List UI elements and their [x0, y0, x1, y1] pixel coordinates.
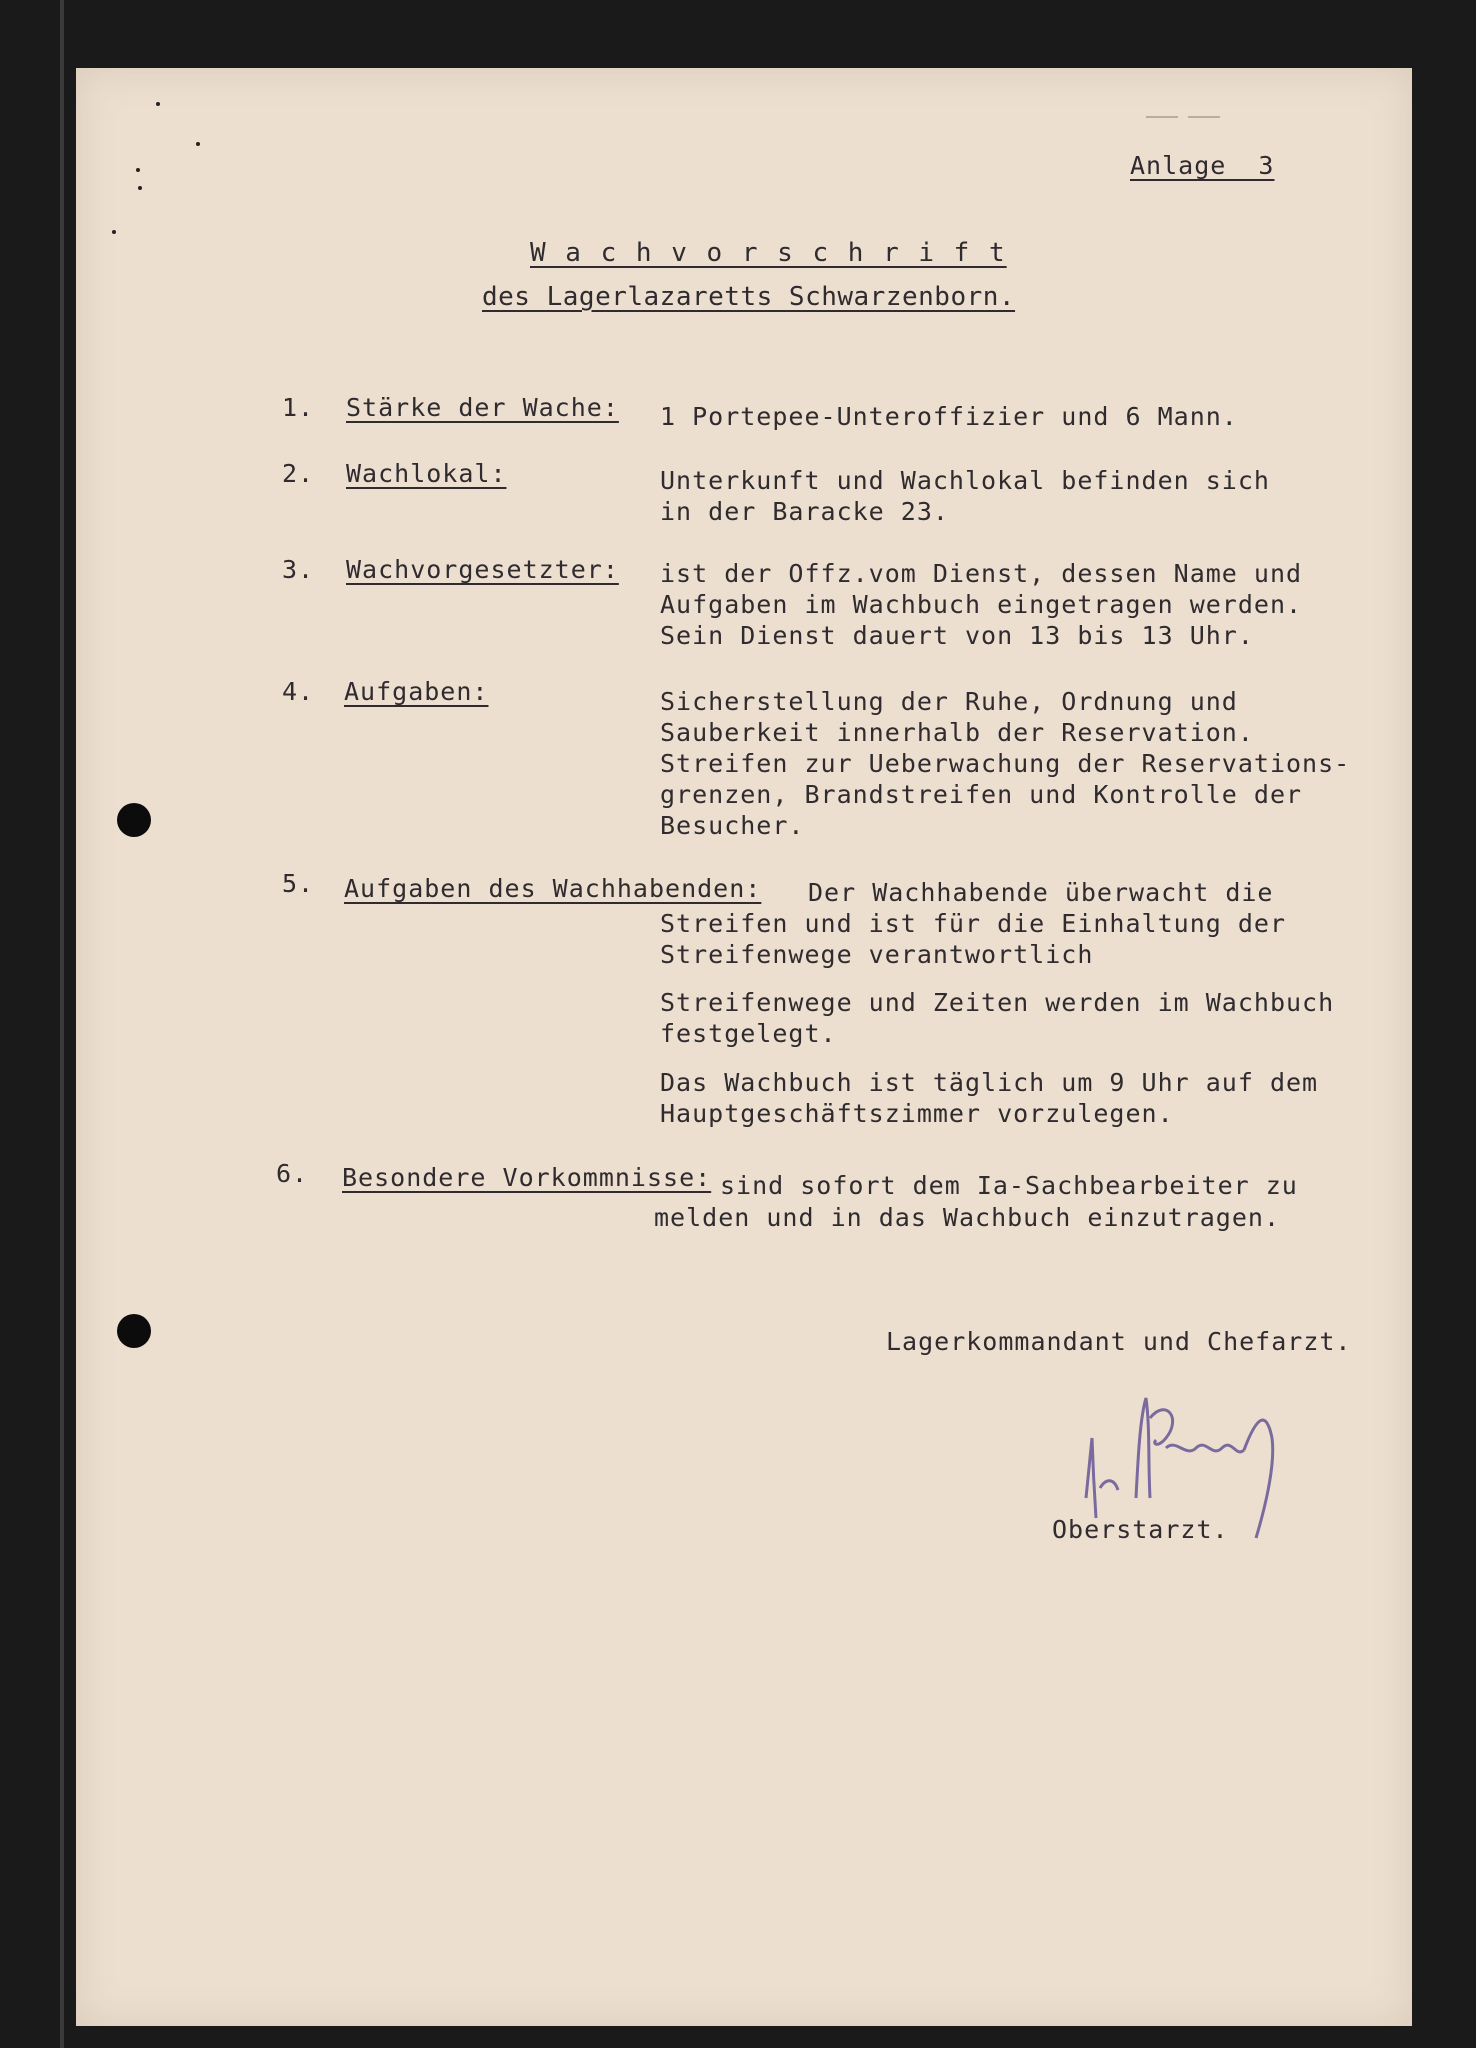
- document-page: [76, 68, 1412, 2026]
- item-2-line-1: Unterkunft und Wachlokal befinden sich: [660, 466, 1270, 495]
- item-4-line-4: grenzen, Brandstreifen und Kontrolle der: [660, 780, 1303, 809]
- item-2-number: 2.: [282, 459, 315, 488]
- item-4-line-5: Besucher.: [660, 811, 805, 840]
- item-5-line-1: Streifen und ist für die Einhaltung der: [660, 909, 1286, 938]
- item-5-para3-line-1: Das Wachbuch ist täglich um 9 Uhr auf dem: [660, 1068, 1319, 1097]
- scanner-frame-edge: [60, 0, 64, 2048]
- faint-mark: [1188, 116, 1220, 118]
- item-6-label: Besondere Vorkommnisse:: [342, 1163, 712, 1192]
- item-5-para2-line-2: festgelegt.: [660, 1019, 837, 1048]
- document-title: W a c h v o r s c h r i f t: [530, 238, 1007, 268]
- item-1-label: Stärke der Wache:: [346, 393, 619, 422]
- item-6-inline-text: sind sofort dem Ia-Sachbearbeiter zu: [720, 1171, 1298, 1200]
- item-5-number: 5.: [282, 869, 315, 898]
- item-4-line-3: Streifen zur Ueberwachung der Reservations-: [660, 749, 1351, 778]
- item-3-number: 3.: [282, 555, 315, 584]
- closing-title: Lagerkommandant und Chefarzt.: [886, 1327, 1352, 1356]
- item-1-number: 1.: [282, 393, 315, 422]
- item-3-line-1: ist der Offz.vom Dienst, dessen Name und: [660, 559, 1303, 588]
- item-6-line-1: melden und in das Wachbuch einzutragen.: [654, 1203, 1280, 1232]
- item-5-inline-text: Der Wachhabende überwacht die: [808, 878, 1274, 907]
- item-2-label: Wachlokal:: [346, 459, 507, 488]
- paper-speck: [138, 186, 142, 190]
- item-5-para2-line-1: Streifenwege und Zeiten werden im Wachbuch: [660, 988, 1335, 1017]
- item-4-number: 4.: [282, 677, 315, 706]
- paper-speck: [196, 142, 200, 146]
- item-5-label: Aufgaben des Wachhabenden:: [344, 874, 762, 903]
- item-4-label: Aufgaben:: [344, 677, 489, 706]
- item-3-line-2: Aufgaben im Wachbuch eingetragen werden.: [660, 590, 1303, 619]
- paper-speck: [156, 102, 160, 106]
- item-4-line-2: Sauberkeit innerhalb der Reservation.: [660, 718, 1254, 747]
- item-3-line-3: Sein Dienst dauert von 13 bis 13 Uhr.: [660, 621, 1254, 650]
- item-5-line-2: Streifenwege verantwortlich: [660, 940, 1094, 969]
- punch-hole-top: [117, 803, 151, 837]
- punch-hole-bottom: [117, 1314, 151, 1348]
- item-5-para3-line-2: Hauptgeschäftszimmer vorzulegen.: [660, 1099, 1174, 1128]
- signatory-rank: Oberstarzt.: [1052, 1515, 1229, 1544]
- faint-mark: [1146, 116, 1178, 118]
- document-subtitle: des Lagerlazaretts Schwarzenborn.: [482, 282, 1016, 312]
- item-2-line-2: in der Baracke 23.: [660, 497, 949, 526]
- item-6-number: 6.: [276, 1159, 309, 1188]
- item-4-line-1: Sicherstellung der Ruhe, Ordnung und: [660, 687, 1238, 716]
- annex-label: Anlage 3: [1130, 151, 1275, 180]
- paper-speck: [136, 168, 140, 172]
- item-3-label: Wachvorgesetzter:: [346, 555, 619, 584]
- item-1-line-1: 1 Portepee-Unteroffizier und 6 Mann.: [660, 402, 1238, 431]
- paper-speck: [112, 230, 116, 234]
